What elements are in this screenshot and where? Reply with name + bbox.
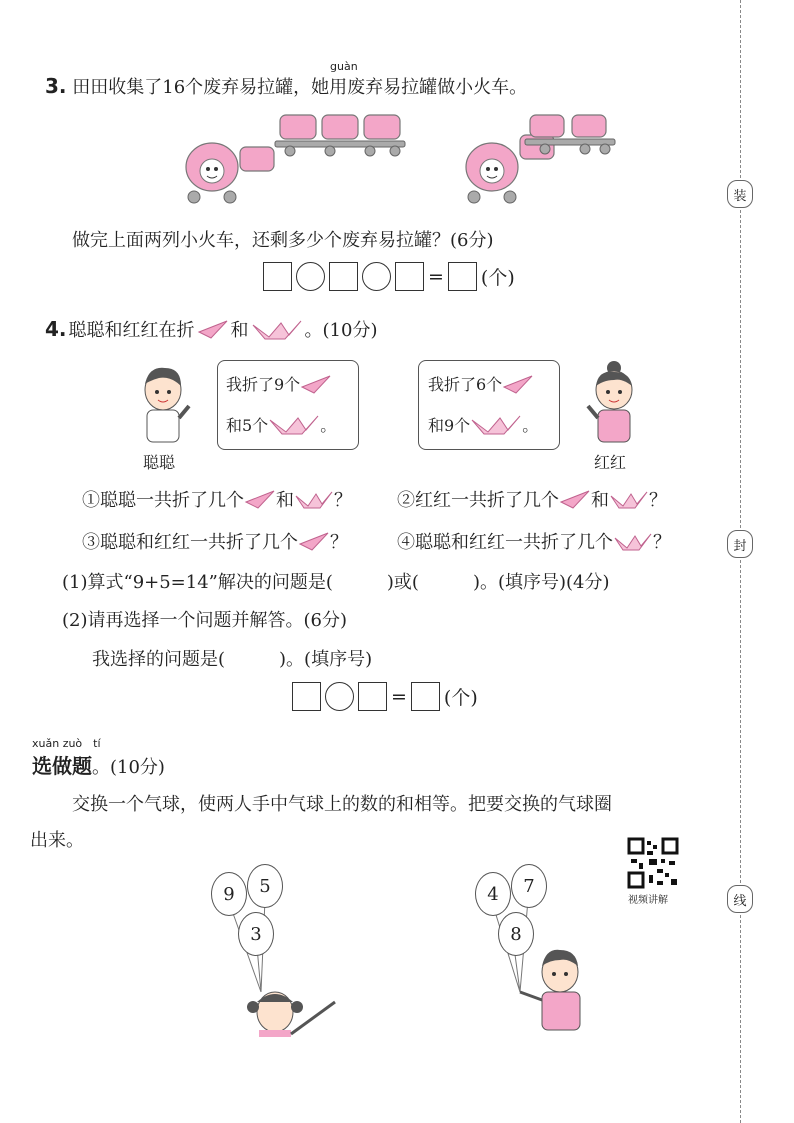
- q4-equation: [292, 682, 478, 711]
- opt1-end: ？: [334, 490, 352, 511]
- binding-seal-3: 线: [727, 885, 753, 913]
- paper-plane-icon: [300, 373, 332, 395]
- q4-option-2: [397, 486, 667, 512]
- qr-label: 视频讲解: [628, 895, 668, 906]
- boy-bubble-line1: [226, 372, 332, 395]
- opt2-text: ②红红一共折了几个: [397, 490, 559, 511]
- boy-bubble-line2: [226, 412, 336, 436]
- q3-text: 田田收集了16个废弃易拉罐，她用废弃易拉罐做小火车。: [72, 77, 528, 98]
- q3-question: 做完上面两列小火车，还剩多少个废弃易拉罐？(6分): [72, 230, 494, 251]
- girl-bubble-line1: [428, 372, 534, 395]
- answer-box[interactable]: [395, 262, 424, 291]
- q4-text-a: 聪聪和红红在折: [68, 320, 195, 341]
- optional-title: 选做题: [32, 754, 92, 778]
- equals-sign: =: [428, 265, 444, 288]
- boy-balloon-1[interactable]: 4: [475, 872, 511, 916]
- boy-bubble-text2: 和5个: [226, 415, 269, 435]
- operator-circle[interactable]: [296, 262, 325, 291]
- paper-plane-icon: [559, 488, 591, 510]
- girl-balloon-1[interactable]: 9: [211, 872, 247, 916]
- opt3-text: ③聪聪和红红一共折了几个: [82, 532, 298, 553]
- binding-dashed-line: [740, 0, 741, 1123]
- opt1-text: ①聪聪一共折了几个: [82, 490, 244, 511]
- boy-balloon-3[interactable]: 8: [498, 912, 534, 956]
- q4-sub1: (1)算式“9+5=14”解决的问题是( )或( )。(填序号)(4分): [62, 572, 610, 593]
- opt2-and: 和: [591, 490, 609, 511]
- boy-bubble-text1: 我折了9个: [226, 375, 301, 394]
- optional-pinyin: xuǎn zuò tí: [32, 737, 101, 750]
- paper-crane-icon: [613, 530, 653, 552]
- q4-option-4: [397, 528, 671, 554]
- optional-line2: 出来。: [30, 830, 84, 851]
- unit-label: (个): [480, 267, 515, 289]
- optional-line1: 交换一个气球，使两人手中气球上的数的和相等。把要交换的气球圈: [72, 794, 612, 815]
- q3-heading: [45, 73, 527, 99]
- boy-balloon-2[interactable]: 7: [511, 864, 547, 908]
- answer-box[interactable]: [263, 262, 292, 291]
- girl-name: 红红: [594, 453, 627, 472]
- answer-box[interactable]: [292, 682, 321, 711]
- paper-plane-icon: [502, 373, 534, 395]
- girl-balloon-2[interactable]: 5: [247, 864, 283, 908]
- paper-crane-icon: [609, 488, 649, 510]
- girl-honghong-illustration: [582, 360, 642, 450]
- answer-box[interactable]: [411, 682, 440, 711]
- opt2-end: ？: [649, 490, 667, 511]
- answer-box[interactable]: [329, 262, 358, 291]
- q3-equation: [263, 262, 515, 291]
- paper-crane-icon: [294, 488, 334, 510]
- binding-seal-1: 装: [727, 180, 753, 208]
- opt4-end: ？: [653, 532, 671, 553]
- optional-score: 。(10分): [92, 757, 165, 778]
- q4-text-and: 和: [230, 320, 249, 341]
- girl-bubble-line2: [428, 412, 538, 436]
- equals-sign: =: [391, 685, 407, 708]
- paper-crane-icon: [251, 317, 303, 341]
- q4-number: 4.: [45, 317, 67, 341]
- paper-crane-icon: [268, 412, 320, 436]
- paper-crane-icon: [470, 412, 522, 436]
- opt1-and: 和: [276, 490, 294, 511]
- qr-code-icon: [627, 837, 679, 889]
- q4-text-b: 。(10分): [304, 320, 378, 341]
- q4-heading: [45, 316, 377, 342]
- q3-pinyin: guàn: [330, 60, 358, 73]
- opt4-text: ④聪聪和红红一共折了几个: [397, 532, 613, 553]
- girl-bubble-text2: 和9个: [428, 415, 471, 435]
- unit-label: (个): [443, 687, 478, 709]
- paper-plane-icon: [298, 530, 330, 552]
- boy-congcong-illustration: [135, 362, 195, 452]
- girl-balloon-3[interactable]: 3: [238, 912, 274, 956]
- operator-circle[interactable]: [362, 262, 391, 291]
- optional-heading: [32, 750, 165, 779]
- paper-plane-icon: [197, 318, 229, 340]
- q3-number: 3.: [45, 74, 67, 98]
- q4-sub2: (2)请再选择一个问题并解答。(6分): [62, 610, 347, 631]
- train-illustration-right: [460, 105, 620, 210]
- train-illustration-left: [180, 105, 420, 210]
- period: 。: [320, 415, 337, 435]
- answer-box[interactable]: [358, 682, 387, 711]
- q4-choose: 我选择的问题是( )。(填序号): [92, 649, 373, 670]
- girl-bubble-text1: 我折了6个: [428, 375, 503, 394]
- opt3-end: ？: [330, 532, 348, 553]
- q4-option-3: [82, 528, 348, 554]
- operator-circle[interactable]: [325, 682, 354, 711]
- binding-seal-2: 封: [727, 530, 753, 558]
- q4-option-1: [82, 486, 352, 512]
- answer-box[interactable]: [448, 262, 477, 291]
- boy-name: 聪聪: [143, 453, 176, 472]
- period: 。: [522, 415, 539, 435]
- paper-plane-icon: [244, 488, 276, 510]
